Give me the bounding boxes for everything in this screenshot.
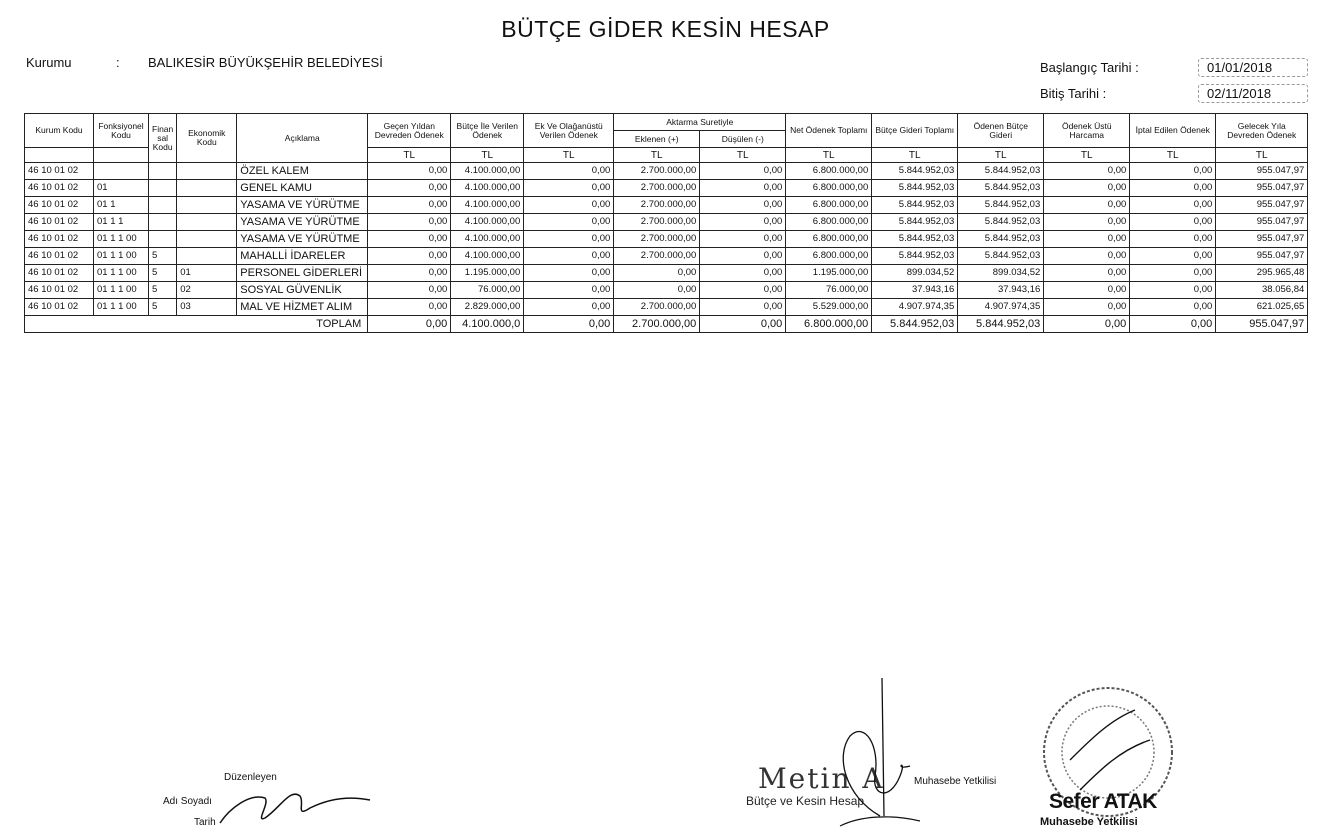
cell-c8: 5.844.952,03 <box>958 231 1044 248</box>
total-cell: 0,00 <box>1130 316 1216 333</box>
cell-c7: 5.844.952,03 <box>872 180 958 197</box>
cell-c8: 5.844.952,03 <box>958 163 1044 180</box>
header-gelecek: Gelecek Yıla Devreden Ödenek <box>1216 114 1308 148</box>
cell-c1: 0,00 <box>368 299 451 316</box>
cell-c2: 76.000,00 <box>451 282 524 299</box>
total-cell: 0,00 <box>700 316 786 333</box>
cell-c9: 0,00 <box>1044 180 1130 197</box>
cell-c1: 0,00 <box>368 265 451 282</box>
cell-c5: 0,00 <box>700 282 786 299</box>
cell-c6: 6.800.000,00 <box>786 248 872 265</box>
cell-c2: 4.100.000,00 <box>451 214 524 231</box>
cell-c5: 0,00 <box>700 197 786 214</box>
header-kurum-kodu: Kurum Kodu <box>25 114 94 148</box>
cell-c5: 0,00 <box>700 214 786 231</box>
cell-c6: 6.800.000,00 <box>786 163 872 180</box>
cell-fin: 5 <box>149 265 177 282</box>
cell-c3: 0,00 <box>524 180 614 197</box>
cell-c11: 955.047,97 <box>1216 214 1308 231</box>
unit-cell: TL <box>872 148 958 163</box>
start-date-value: 01/01/2018 <box>1198 58 1308 77</box>
cell-fonk: 01 1 1 00 <box>94 231 149 248</box>
cell-c4: 2.700.000,00 <box>614 163 700 180</box>
end-date-label: Bitiş Tarihi : <box>1040 86 1107 101</box>
cell-c9: 0,00 <box>1044 214 1130 231</box>
cell-c10: 0,00 <box>1130 231 1216 248</box>
cell-c6: 1.195.000,00 <box>786 265 872 282</box>
cell-c2: 4.100.000,00 <box>451 163 524 180</box>
cell-c4: 2.700.000,00 <box>614 299 700 316</box>
cell-c9: 0,00 <box>1044 248 1130 265</box>
cell-c5: 0,00 <box>700 163 786 180</box>
cell-kurum: 46 10 01 02 <box>25 248 94 265</box>
cell-c6: 6.800.000,00 <box>786 197 872 214</box>
total-cell: 955.047,97 <box>1216 316 1308 333</box>
cell-kurum: 46 10 01 02 <box>25 163 94 180</box>
cell-c2: 4.100.000,00 <box>451 197 524 214</box>
cell-c1: 0,00 <box>368 282 451 299</box>
table-row <box>25 282 1308 299</box>
cell-c11: 295.965,48 <box>1216 265 1308 282</box>
table-row <box>25 197 1308 214</box>
header-odenen-butce: Ödenen Bütçe Gideri <box>958 114 1044 148</box>
cell-c10: 0,00 <box>1130 197 1216 214</box>
table-row <box>25 299 1308 316</box>
unit-cell: TL <box>614 148 700 163</box>
cell-fonk: 01 1 1 00 <box>94 248 149 265</box>
kurumu-label: Kurumu <box>26 55 72 70</box>
cell-c9: 0,00 <box>1044 197 1130 214</box>
header-ekonomik-kodu: Ekonomik Kodu <box>177 114 237 163</box>
cell-fin <box>149 180 177 197</box>
header-odenek-ustu: Ödenek Üstü Harcama <box>1044 114 1130 148</box>
cell-c7: 5.844.952,03 <box>872 231 958 248</box>
cell-fin: 5 <box>149 248 177 265</box>
header-finansal-kodu: Finan sal Kodu <box>149 114 177 163</box>
kurumu-colon: : <box>116 55 120 70</box>
cell-c10: 0,00 <box>1130 265 1216 282</box>
cell-aciklama: GENEL KAMU <box>237 180 368 197</box>
cell-c8: 5.844.952,03 <box>958 248 1044 265</box>
cell-c1: 0,00 <box>368 214 451 231</box>
header-dusulen: Düşülen (-) <box>700 131 786 148</box>
cell-c3: 0,00 <box>524 299 614 316</box>
cell-c8: 5.844.952,03 <box>958 180 1044 197</box>
cell-c8: 899.034,52 <box>958 265 1044 282</box>
cell-fonk <box>94 163 149 180</box>
cell-c5: 0,00 <box>700 248 786 265</box>
unit-cell: TL <box>524 148 614 163</box>
end-date-row <box>1040 84 1308 103</box>
cell-eko <box>177 214 237 231</box>
cell-c4: 0,00 <box>614 265 700 282</box>
cell-c2: 2.829.000,00 <box>451 299 524 316</box>
cell-eko <box>177 248 237 265</box>
cell-c4: 2.700.000,00 <box>614 248 700 265</box>
cell-c9: 0,00 <box>1044 282 1130 299</box>
cell-c11: 38.056,84 <box>1216 282 1308 299</box>
cell-c2: 4.100.000,00 <box>451 248 524 265</box>
cell-c7: 37.943,16 <box>872 282 958 299</box>
cell-eko <box>177 180 237 197</box>
end-date-value: 02/11/2018 <box>1198 84 1308 103</box>
total-cell: 0,00 <box>368 316 451 333</box>
cell-c3: 0,00 <box>524 265 614 282</box>
header-ek-ve: Ek Ve Olağanüstü Verilen Ödenek <box>524 114 614 148</box>
cell-c5: 0,00 <box>700 299 786 316</box>
cell-c1: 0,00 <box>368 248 451 265</box>
cell-fonk: 01 1 <box>94 197 149 214</box>
table-row <box>25 231 1308 248</box>
unit-cell: TL <box>368 148 451 163</box>
page-title: BÜTÇE GİDER KESİN HESAP <box>501 16 830 42</box>
table-row <box>25 265 1308 282</box>
cell-fin <box>149 197 177 214</box>
unit-cell: TL <box>1044 148 1130 163</box>
cell-fin <box>149 231 177 248</box>
cell-c10: 0,00 <box>1130 163 1216 180</box>
cell-c1: 0,00 <box>368 197 451 214</box>
table-row <box>25 163 1308 180</box>
cell-fin <box>149 163 177 180</box>
cell-c7: 5.844.952,03 <box>872 214 958 231</box>
header-net-odenek: Net Ödenek Toplamı <box>786 114 872 148</box>
cell-c1: 0,00 <box>368 231 451 248</box>
cell-eko: 02 <box>177 282 237 299</box>
cell-c6: 76.000,00 <box>786 282 872 299</box>
cell-c9: 0,00 <box>1044 163 1130 180</box>
cell-c7: 899.034,52 <box>872 265 958 282</box>
cell-c3: 0,00 <box>524 197 614 214</box>
table-row <box>25 214 1308 231</box>
cell-c7: 5.844.952,03 <box>872 163 958 180</box>
cell-kurum: 46 10 01 02 <box>25 265 94 282</box>
muhasebe-yetkilisi-label: Muhasebe Yetkilisi <box>914 776 997 787</box>
cell-c5: 0,00 <box>700 180 786 197</box>
cell-fonk: 01 1 1 00 <box>94 282 149 299</box>
cell-c9: 0,00 <box>1044 265 1130 282</box>
budget-table <box>24 113 1308 333</box>
total-cell: 4.100.000,0 <box>451 316 524 333</box>
cell-aciklama: YASAMA VE YÜRÜTME <box>237 214 368 231</box>
cell-c2: 1.195.000,00 <box>451 265 524 282</box>
cell-c6: 6.800.000,00 <box>786 214 872 231</box>
signature-left-icon <box>210 778 380 828</box>
cell-c4: 2.700.000,00 <box>614 231 700 248</box>
cell-c3: 0,00 <box>524 214 614 231</box>
cell-c10: 0,00 <box>1130 282 1216 299</box>
cell-aciklama: MAL VE HİZMET ALIM <box>237 299 368 316</box>
cell-eko <box>177 231 237 248</box>
cell-c11: 955.047,97 <box>1216 231 1308 248</box>
kurumu-value: BALIKESİR BÜYÜKŞEHİR BELEDİYESİ <box>148 55 383 70</box>
cell-fonk: 01 <box>94 180 149 197</box>
unit-cell: TL <box>1130 148 1216 163</box>
duzenleyen-label: Düzenleyen <box>224 772 277 783</box>
cell-c11: 955.047,97 <box>1216 197 1308 214</box>
cell-c4: 2.700.000,00 <box>614 214 700 231</box>
cell-c6: 5.529.000,00 <box>786 299 872 316</box>
cell-kurum: 46 10 01 02 <box>25 214 94 231</box>
cell-c2: 4.100.000,00 <box>451 231 524 248</box>
cell-c11: 955.047,97 <box>1216 180 1308 197</box>
stamp-role: Muhasebe Yetkilisi <box>1040 816 1138 828</box>
cell-eko: 01 <box>177 265 237 282</box>
cell-c8: 5.844.952,03 <box>958 197 1044 214</box>
cell-fin <box>149 214 177 231</box>
total-row <box>25 316 1308 333</box>
header-fonk-blank <box>94 148 149 163</box>
cell-c3: 0,00 <box>524 248 614 265</box>
header-aktarma: Aktarma Suretiyle <box>614 114 786 131</box>
cell-fin: 5 <box>149 299 177 316</box>
cell-c4: 2.700.000,00 <box>614 180 700 197</box>
start-date-row <box>1040 58 1308 77</box>
metin-role: Bütçe ve Kesin Hesap <box>746 794 865 808</box>
cell-c8: 4.907.974,35 <box>958 299 1044 316</box>
total-cell: 2.700.000,00 <box>614 316 700 333</box>
cell-fonk: 01 1 1 00 <box>94 265 149 282</box>
cell-aciklama: YASAMA VE YÜRÜTME <box>237 197 368 214</box>
cell-c10: 0,00 <box>1130 248 1216 265</box>
cell-kurum: 46 10 01 02 <box>25 299 94 316</box>
cell-aciklama: MAHALLİ İDARELER <box>237 248 368 265</box>
cell-c8: 5.844.952,03 <box>958 214 1044 231</box>
header-kurum-blank <box>25 148 94 163</box>
header-iptal: İptal Edilen Ödenek <box>1130 114 1216 148</box>
total-cell: 0,00 <box>524 316 614 333</box>
cell-c3: 0,00 <box>524 282 614 299</box>
cell-c7: 5.844.952,03 <box>872 248 958 265</box>
total-cell: 6.800.000,00 <box>786 316 872 333</box>
cell-fonk: 01 1 1 <box>94 214 149 231</box>
table-body <box>25 163 1308 316</box>
cell-kurum: 46 10 01 02 <box>25 282 94 299</box>
cell-c5: 0,00 <box>700 231 786 248</box>
total-cell: 5.844.952,03 <box>958 316 1044 333</box>
header-gecen-yildan: Geçen Yıldan Devreden Ödenek <box>368 114 451 148</box>
cell-c11: 621.025,65 <box>1216 299 1308 316</box>
cell-kurum: 46 10 01 02 <box>25 180 94 197</box>
cell-c6: 6.800.000,00 <box>786 180 872 197</box>
cell-c4: 0,00 <box>614 282 700 299</box>
cell-c10: 0,00 <box>1130 214 1216 231</box>
signature-middle-icon <box>820 676 930 828</box>
cell-fonk: 01 1 1 00 <box>94 299 149 316</box>
header-aciklama: Açıklama <box>237 114 368 163</box>
cell-eko <box>177 163 237 180</box>
cell-aciklama: SOSYAL GÜVENLİK <box>237 282 368 299</box>
cell-aciklama: ÖZEL KALEM <box>237 163 368 180</box>
tarih-label: Tarih <box>194 817 216 828</box>
unit-cell: TL <box>958 148 1044 163</box>
cell-aciklama: YASAMA VE YÜRÜTME <box>237 231 368 248</box>
cell-aciklama: PERSONEL GİDERLERİ <box>237 265 368 282</box>
cell-c3: 0,00 <box>524 231 614 248</box>
cell-fin: 5 <box>149 282 177 299</box>
cell-eko <box>177 197 237 214</box>
cell-c7: 5.844.952,03 <box>872 197 958 214</box>
unit-cell: TL <box>700 148 786 163</box>
cell-kurum: 46 10 01 02 <box>25 197 94 214</box>
cell-c9: 0,00 <box>1044 299 1130 316</box>
table-row <box>25 180 1308 197</box>
total-cell: 5.844.952,03 <box>872 316 958 333</box>
total-cell: 0,00 <box>1044 316 1130 333</box>
cell-eko: 03 <box>177 299 237 316</box>
start-date-label: Başlangıç Tarihi : <box>1040 60 1139 75</box>
unit-cell: TL <box>451 148 524 163</box>
cell-c10: 0,00 <box>1130 180 1216 197</box>
table-row <box>25 248 1308 265</box>
metin-name: Metin A <box>758 762 885 795</box>
cell-c6: 6.800.000,00 <box>786 231 872 248</box>
cell-c11: 955.047,97 <box>1216 163 1308 180</box>
cell-c3: 0,00 <box>524 163 614 180</box>
unit-cell: TL <box>786 148 872 163</box>
header-fonksiyonel-kodu: Fonksiyonel Kodu <box>94 114 149 148</box>
cell-c11: 955.047,97 <box>1216 248 1308 265</box>
cell-c8: 37.943,16 <box>958 282 1044 299</box>
unit-cell: TL <box>1216 148 1308 163</box>
header-butce-ile: Bütçe İle Verilen Ödenek <box>451 114 524 148</box>
cell-c5: 0,00 <box>700 265 786 282</box>
cell-c4: 2.700.000,00 <box>614 197 700 214</box>
cell-c2: 4.100.000,00 <box>451 180 524 197</box>
cell-c9: 0,00 <box>1044 231 1130 248</box>
total-label: TOPLAM <box>25 316 368 333</box>
cell-c10: 0,00 <box>1130 299 1216 316</box>
header-eklenen: Eklenen (+) <box>614 131 700 148</box>
cell-kurum: 46 10 01 02 <box>25 231 94 248</box>
stamp-name: Sefer ATAK <box>1049 790 1157 813</box>
kurumu-line <box>26 55 383 70</box>
cell-c1: 0,00 <box>368 163 451 180</box>
adi-soyadi-label: Adı Soyadı <box>163 796 212 807</box>
header-butce-gideri: Bütçe Gideri Toplamı <box>872 114 958 148</box>
cell-c7: 4.907.974,35 <box>872 299 958 316</box>
cell-c1: 0,00 <box>368 180 451 197</box>
